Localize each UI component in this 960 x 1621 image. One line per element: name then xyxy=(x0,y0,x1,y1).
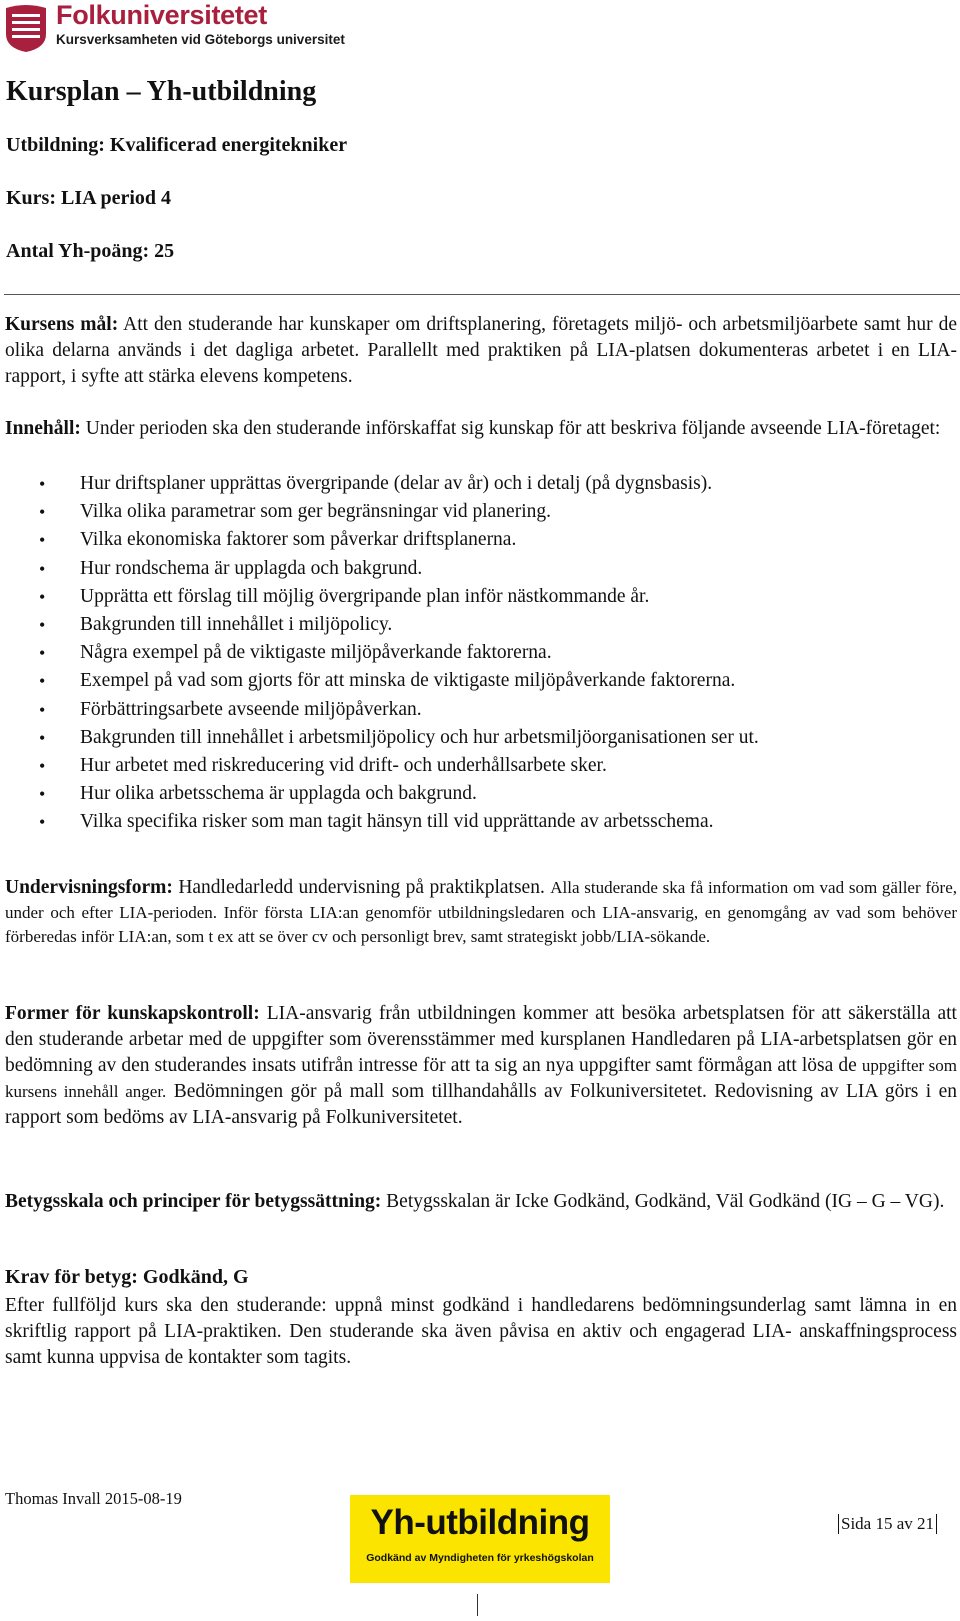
yh-utbildning-logo xyxy=(350,1495,610,1583)
grading-section xyxy=(5,1189,957,1215)
list-item: • Hur arbetet med riskreducering vid drift- och underhållsarbete sker. xyxy=(5,752,957,780)
folkuniversitetet-logo-icon xyxy=(4,4,48,52)
course-goal-section xyxy=(5,312,957,390)
content-label: Innehåll: xyxy=(5,418,81,439)
yh-logo-title: Yh-utbildning xyxy=(370,1503,590,1542)
page-number: Sida 15 av 21 xyxy=(838,1514,937,1534)
teaching-text-small: Alla studerande ska få information om vad som gäller före, under och efter LIA-perioden. Inför första LIA:an genomför utbildningsledaren och LIA-ansvarig, en genomgång av vad som behöver förberedas inför LIA:an, som t ex att se över cv och personligt brev, samt strategiskt jobb/LIA-sökande. xyxy=(5,878,958,946)
content-intro: Under perioden ska den studerande införskaffat sig kunskap för att beskriva följande avseende LIA-företaget: xyxy=(85,418,941,439)
page-title: Kursplan – Yh-utbildning xyxy=(6,76,317,107)
footer-author-date: Thomas Invall 2015-08-19 xyxy=(5,1489,182,1508)
list-item: • Upprätta ett förslag till möjlig övergripande plan inför nästkommande år. xyxy=(5,583,957,611)
list-item: • Exempel på vad som gjorts för att minska de viktigaste miljöpåverkande faktorerna. xyxy=(5,667,957,695)
list-item: • Bakgrunden till innehållet i arbetsmiljöpolicy och hur arbetsmiljöorganisationen ser ut. xyxy=(5,724,957,752)
education-line: Utbildning: Kvalificerad energitekniker xyxy=(6,134,348,156)
list-item: • Hur olika arbetsschema är upplagda och bakgrund. xyxy=(5,780,957,808)
course-line: Kurs: LIA period 4 xyxy=(6,187,172,209)
list-item: • Hur driftsplaner upprättas övergripande (delar av år) och i detalj (på dygnsbasis). xyxy=(5,470,957,498)
yh-logo-subtitle: Godkänd av Myndigheten för yrkeshögskolan xyxy=(366,1552,594,1564)
org-subtitle: Kursverksamheten vid Göteborgs universitet xyxy=(56,32,345,47)
grading-label: Betygsskala och principer för betygssättning: xyxy=(5,1191,382,1212)
course-goal-label: Kursens mål: xyxy=(5,314,119,335)
org-name: Folkuniversitetet xyxy=(56,0,267,30)
assessment-text: LIA-ansvarig från utbildningen kommer att besöka arbetsplatsen för att säkerställa att den studerande arbetar med de uppgifter som överensstämmer med kursplanen Handledaren på LIA-arbetsplatsen gör en bedömning av den studerandes insats utifrån intresse för att ta sig an nya uppgifter samt förmågan att lösa de xyxy=(5,1003,957,1076)
list-item: • Vilka olika parametrar som ger begränsningar vid planering. xyxy=(5,498,957,526)
assessment-text-small: uppgifter som kursens innehåll anger. xyxy=(5,1056,958,1101)
content-section xyxy=(5,416,957,442)
list-item: • Vilka specifika risker som man tagit hänsyn till vid upprättande av arbetsschema. xyxy=(5,808,957,836)
bottom-mark xyxy=(477,1594,478,1616)
teaching-text: Handledarledd undervisning på praktikplatsen. xyxy=(178,877,545,898)
list-item: • Hur rondschema är upplagda och bakgrund. xyxy=(5,555,957,583)
teaching-section xyxy=(5,876,957,950)
requirements-text: Efter fullföljd kurs ska den studerande: uppnå minst godkänd i handledarens bedömningsunderlag samt lämna in en skriftlig rapport på LIA-praktiken. Den studerande ska även påvisa en aktiv och engagerad LIA- anskaffningsprocess samt kunna uppvisa de kontakter som tagits. xyxy=(5,1295,957,1368)
list-item: • Förbättringsarbete avseende miljöpåverkan. xyxy=(5,696,957,724)
list-item: • Vilka ekonomiska faktorer som påverkar driftsplanerna. xyxy=(5,526,957,554)
assessment-section xyxy=(5,1001,957,1131)
course-goal-text: Att den studerande har kunskaper om driftsplanering, företagets miljö- och arbetsmiljöarbete samt hur de olika delarna används i det dagliga arbetet. Parallellt med praktiken på LIA-platsen dokumenteras arbetet i en LIA-rapport, i syfte att stärka elevens kompetens. xyxy=(5,314,957,387)
grading-text: Betygsskalan är Icke Godkänd, Godkänd, Väl Godkänd (IG – G – VG). xyxy=(386,1191,945,1212)
assessment-label: Former för kunskapskontroll: xyxy=(5,1003,260,1024)
assessment-text-end: Bedömningen gör på mall som tillhandahålls av Folkuniversitetet. Redovisning av LIA görs i en rapport som bedöms av LIA-ansvarig på Folkuniversitetet. xyxy=(5,1081,958,1128)
requirements-heading: Krav för betyg: Godkänd, G xyxy=(5,1266,249,1288)
content-list xyxy=(5,470,957,836)
list-item: • Några exempel på de viktigaste miljöpåverkande faktorerna. xyxy=(5,639,957,667)
list-item: • Bakgrunden till innehållet i miljöpolicy. xyxy=(5,611,957,639)
divider xyxy=(4,294,960,295)
teaching-label: Undervisningsform: xyxy=(5,877,173,898)
points-line: Antal Yh-poäng: 25 xyxy=(6,240,175,262)
